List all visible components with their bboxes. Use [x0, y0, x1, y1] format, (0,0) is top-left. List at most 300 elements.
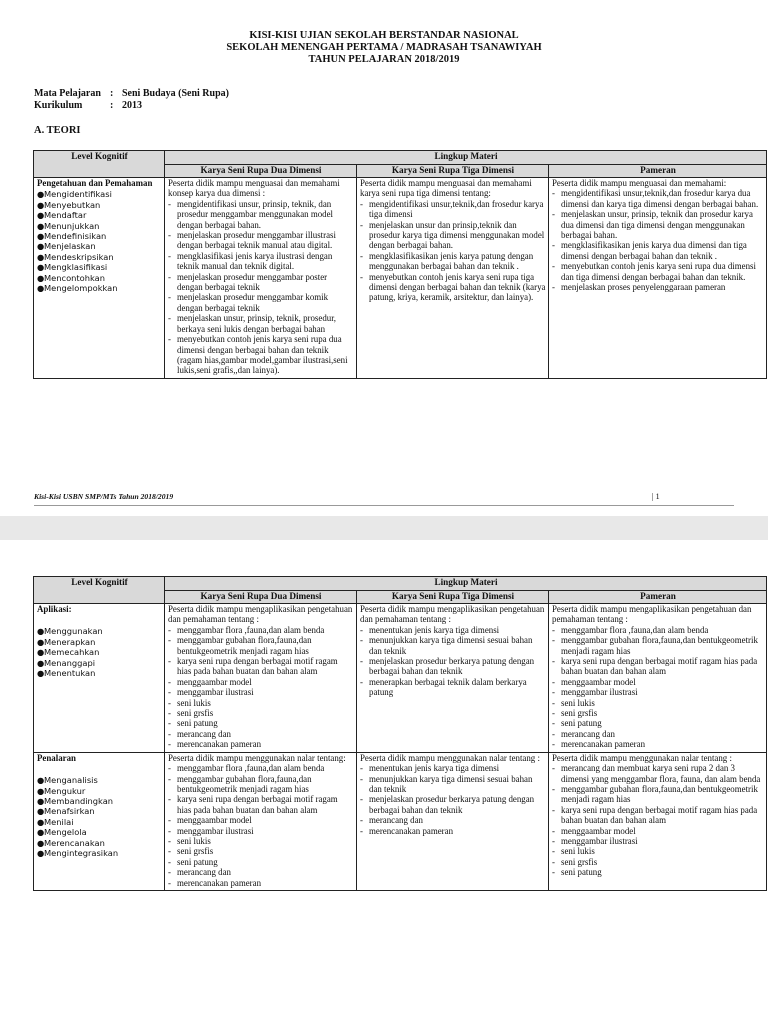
list-item	[168, 251, 354, 272]
list-item	[168, 708, 354, 718]
cell-intro: Peserta didik mampu mengaplikasikan pengetahuan dan pemahaman tentang :	[168, 604, 353, 625]
dash-marker: -	[552, 687, 555, 698]
dash-marker: -	[168, 624, 171, 635]
list-item-text: seni lukis	[177, 697, 211, 708]
level-item	[37, 668, 162, 678]
meta-curriculum	[34, 100, 229, 112]
dash-marker: -	[360, 763, 363, 774]
list-item	[360, 826, 546, 836]
dash-marker: -	[552, 209, 555, 220]
dash-marker: -	[360, 656, 363, 667]
meta-curriculum-value: 2013	[122, 99, 142, 111]
cell-dua-dimensi	[165, 178, 357, 379]
dash-marker: -	[168, 676, 171, 687]
dash-marker: -	[552, 656, 555, 667]
list-item-text: menggambar gubahan flora,fauna,dan bentukgeometrik menjadi ragam hias	[177, 773, 312, 794]
list-item-text: menggambar flora ,fauna,dan alam benda	[177, 624, 325, 635]
level-item-label: Mengintegrasikan	[44, 847, 119, 858]
list-item-text: karya seni rupa dengan berbagai motif ragam hias pada bahan buatan dan bahan alam	[177, 794, 338, 815]
level-item	[37, 200, 162, 210]
meta-subject	[34, 88, 229, 100]
cell-pameran	[549, 752, 767, 890]
list-item-text: menggambar gubahan flora,fauna,dan bentukgeometrik menjadi ragam hias	[561, 783, 758, 805]
footer-divider	[34, 505, 734, 506]
dash-marker: -	[168, 846, 171, 857]
list-item	[168, 677, 354, 687]
list-item-text: menjelaskan proses penyelenggaraan pameran	[561, 282, 726, 293]
dash-marker: -	[552, 763, 555, 774]
list-item-text: menggambar flora ,fauna,dan alam benda	[177, 763, 325, 774]
list-item	[552, 209, 764, 240]
level-item	[37, 252, 162, 262]
list-item	[552, 739, 764, 749]
dash-marker: -	[552, 188, 555, 199]
list-item	[360, 199, 546, 220]
level-item-label: Merencanakan	[44, 837, 105, 848]
cell-dua-dimensi	[165, 604, 357, 753]
dash-marker: -	[168, 250, 171, 261]
dash-marker: -	[168, 794, 171, 805]
document-page-2	[0, 540, 768, 1024]
level-item-label: Mengelompokkan	[44, 283, 118, 294]
list-item-text: menggambar gubahan flora,fauna,dan bentukgeometrik menjadi ragam hias	[177, 635, 312, 656]
list-item-text: merancang dan	[177, 867, 231, 878]
list-item-text: seni grsfis	[561, 856, 598, 867]
cell-intro: Peserta didik mampu menggunakan nalar tentang:	[168, 752, 346, 763]
list-item	[552, 635, 764, 656]
list-item-text: menjelaskan unsur dan prinsip,teknik dan prosedur karya tiga dimensi menggunakan model dengan berbagai bahan.	[369, 219, 545, 251]
list-item-text: menunjukkan karya tiga dimensi sesuai bahan dan teknik	[369, 635, 533, 656]
header-tiga-dimensi: Karya Seni Rupa Tiga Dimensi	[357, 164, 549, 178]
dash-marker: -	[168, 825, 171, 836]
list-item	[552, 826, 764, 836]
list-item-text: menggambar ilustrasi	[561, 835, 638, 846]
dash-marker: -	[552, 867, 555, 878]
header-pameran: Pameran	[549, 590, 767, 604]
list-item-text: mengklasifikasikan jenis karya patung dengan menggunakan berbagai bahan dan teknik .	[369, 250, 534, 272]
level-list	[37, 189, 162, 293]
level-item-label: Menentukan	[44, 668, 96, 679]
level-item	[37, 817, 162, 827]
bullet-icon: ●	[37, 837, 45, 848]
list-item-text: seni grsfis	[177, 846, 214, 857]
list-item-text: menyebutkan contoh jenis karya seni rupa tiga dimensi dengan berbagai bahan dan teknik (karya patung, kriya, keramik, arsitektur, dan lainya).	[369, 271, 546, 303]
cell-pameran	[549, 178, 767, 379]
level-item	[37, 647, 162, 657]
bullet-icon: ●	[37, 220, 45, 231]
list-item-text: karya seni rupa dengan berbagai motif ragam hias pada bahan buatan dan bahan alam	[177, 656, 338, 677]
bullet-icon: ●	[37, 626, 45, 637]
dash-marker: -	[552, 635, 555, 646]
list-item	[360, 677, 546, 698]
list-item-text: menjelaskan prosedur berkarya patung dengan berbagai bahan dan teknik	[369, 794, 535, 815]
list-item	[552, 857, 764, 867]
list-item	[552, 698, 764, 708]
bullet-icon: ●	[37, 785, 45, 796]
list-item	[168, 656, 354, 677]
header-lingkup-materi: Lingkup Materi	[165, 577, 767, 591]
list-item	[168, 878, 354, 888]
dash-marker: -	[168, 313, 171, 324]
bullet-icon: ●	[37, 251, 45, 262]
dash-marker: -	[552, 261, 555, 272]
list-item	[168, 687, 354, 697]
list-item	[168, 739, 354, 749]
bullet-icon: ●	[37, 262, 45, 273]
dash-marker: -	[360, 624, 363, 635]
list-item-text: menunjukkan karya tiga dimensi sesuai bahan dan teknik	[369, 773, 533, 794]
level-item	[37, 262, 162, 272]
level-item	[37, 848, 162, 858]
list-item	[360, 763, 546, 773]
level-cell	[34, 178, 165, 379]
level-item-label: Membandingkan	[44, 795, 114, 806]
level-item-label: Menanggapi	[44, 657, 96, 668]
level-item-label: Menerapkan	[44, 636, 96, 647]
table-row	[34, 604, 767, 753]
dash-marker: -	[168, 718, 171, 729]
list-item-text: merancang dan	[561, 728, 615, 739]
list-item	[168, 718, 354, 728]
meta-colon: :	[110, 88, 114, 99]
cell-intro: Peserta didik mampu menguasai dan memahami karya seni rupa tiga dimensi tentang:	[360, 178, 532, 199]
list-item-text: menggambar ilustrasi	[177, 687, 254, 698]
level-item	[37, 786, 162, 796]
list-item	[168, 857, 354, 867]
list-item	[168, 698, 354, 708]
level-item	[37, 231, 162, 241]
table-row	[34, 178, 767, 379]
header-line-2: SEKOLAH MENENGAH PERTAMA / MADRASAH TSANAWIYAH	[226, 42, 542, 53]
bullet-icon: ●	[37, 647, 45, 658]
header-level-kognitif: Level Kognitif	[34, 151, 165, 178]
list-item	[168, 794, 354, 815]
bullet-icon: ●	[37, 210, 45, 221]
kisi-kisi-table-continued	[33, 576, 767, 891]
dash-marker: -	[360, 250, 363, 261]
list-item	[360, 815, 546, 825]
list-item	[552, 261, 764, 282]
dash-marker: -	[168, 687, 171, 698]
list-item	[168, 313, 354, 334]
list-item	[168, 774, 354, 795]
bullet-icon: ●	[37, 816, 45, 827]
bullet-icon: ●	[37, 636, 45, 647]
dash-marker: -	[360, 815, 363, 826]
list-item	[360, 625, 546, 635]
list-item-text: karya seni rupa dengan berbagai motif ragam hias pada bahan buatan dan bahan alam	[561, 804, 758, 826]
dash-marker: -	[168, 815, 171, 826]
level-cell	[34, 604, 165, 753]
list-item-text: menerapkan berbagai teknik dalam berkarya patung	[369, 676, 527, 698]
level-item-label: Mendefinisikan	[44, 231, 107, 242]
list-item-text: menggambar ilustrasi	[561, 687, 638, 698]
page-footer: Kisi-Kisi USBN SMP/MTs Tahun 2018/2019	[34, 492, 174, 501]
level-item-label: Menganalisis	[44, 775, 98, 786]
list-item	[552, 677, 764, 687]
list-item-text: seni patung	[177, 718, 218, 729]
list-item	[552, 729, 764, 739]
cell-intro: Peserta didik mampu menggunakan nalar tentang :	[360, 752, 540, 763]
list-item	[168, 846, 354, 856]
list-item-text: merancang dan membuat karya seni rupa 2 dan 3 dimensi yang menggambar flora, fauna, dan alam benda	[561, 763, 761, 784]
bullet-icon: ●	[37, 795, 45, 806]
dash-marker: -	[168, 334, 171, 345]
level-item-label: Mendeskripsikan	[44, 251, 114, 262]
list-item	[168, 625, 354, 635]
dash-marker: -	[360, 198, 363, 209]
bullet-icon: ●	[37, 241, 45, 252]
list-item-text: menjelaskan unsur, prinsip, teknik, prosedur, berkaya seni lukis dengan berbagai bahan	[177, 313, 337, 334]
dash-marker: -	[552, 728, 555, 739]
list-item	[168, 836, 354, 846]
bullet-icon: ●	[37, 272, 45, 283]
header-line-1: KISI-KISI UJIAN SEKOLAH BERSTANDAR NASIONAL	[249, 30, 519, 41]
cell-intro: Peserta didik mampu mengaplikasikan pengetahuan dan pemahaman tentang :	[552, 604, 752, 625]
bullet-icon: ●	[37, 231, 45, 242]
level-item-label: Mencontohkan	[44, 272, 106, 283]
level-category: Pengetahuan dan Pemahaman	[37, 178, 153, 188]
list-item	[360, 656, 546, 677]
cell-intro: Peserta didik mampu mengaplikasikan pengetahuan dan pemahaman tentang :	[360, 604, 545, 625]
list-item-text: menyebutkan contoh jenis karya seni rupa dua dimensi dengan berbagai bahan dan teknik (ragam hias,gambar model,gambar ilustrasi,seni lukis,seni grafis,,dan lainya).	[177, 334, 348, 376]
level-item-label: Menggunakan	[44, 626, 103, 637]
level-item-label: Mendaftar	[44, 210, 87, 221]
list-item	[168, 334, 354, 376]
list-item-text: merencanakan pameran	[177, 739, 262, 750]
dash-marker: -	[168, 230, 171, 241]
list-item	[552, 708, 764, 718]
bullet-icon: ●	[37, 657, 45, 668]
list-item	[168, 763, 354, 773]
list-item-text: menyebutkan contoh jenis karya seni rupa dua dimensi dan tiga dimensi dengan berbagai bahan dan teknik.	[561, 261, 756, 282]
list-item	[360, 272, 546, 303]
list-item-text: menjelaskan prosedur menggambar illustrasi dengan berbagai teknik manual atau digital.	[177, 230, 336, 251]
cell-tiga-dimensi	[357, 178, 549, 379]
dash-marker: -	[168, 708, 171, 719]
document-header	[0, 30, 768, 66]
list-item-text: menggambar ilustrasi	[177, 825, 254, 836]
dash-marker: -	[360, 271, 363, 282]
list-item-text: merancang dan	[177, 728, 231, 739]
list-item-text: mengidentifikasi unsur, prinsip, teknik, dan prosedur menggambar menggunakan model dengan berbagai bahan.	[177, 198, 334, 230]
list-item-text: merancang dan	[369, 815, 423, 826]
list-item-text: seni lukis	[561, 846, 595, 857]
level-item-label: Menafsirkan	[44, 806, 95, 817]
dash-marker: -	[360, 635, 363, 646]
cell-tiga-dimensi	[357, 752, 549, 890]
dash-marker: -	[360, 219, 363, 230]
list-item	[552, 687, 764, 697]
list-item-text: merencanakan pameran	[369, 825, 454, 836]
page-number: | 1	[652, 492, 660, 501]
list-item	[552, 784, 764, 805]
list-item-text: mengklasifikasikan jenis karya dua dimensi dan tiga dimensi dengan berbagai bahan dan teknik .	[561, 240, 747, 261]
dash-marker: -	[168, 877, 171, 888]
cell-intro: Peserta didik mampu menguasai dan memahami konsep karya dua dimensi :	[168, 178, 340, 199]
list-item	[552, 836, 764, 846]
dash-marker: -	[552, 676, 555, 687]
meta-subject-value: Seni Budaya (Seni Rupa)	[122, 88, 229, 99]
list-item-text: menggambar flora ,fauna,dan alam benda	[561, 624, 709, 635]
cell-intro: Peserta didik mampu menguasai dan memahami:	[552, 178, 727, 188]
dash-marker: -	[168, 856, 171, 867]
list-item-text: mengidentifikasi unsur,teknik,dan frosedur karya tiga dimensi	[369, 198, 544, 220]
dash-marker: -	[552, 240, 555, 251]
dash-marker: -	[552, 825, 555, 836]
list-item	[360, 635, 546, 656]
level-item	[37, 806, 162, 816]
list-item	[168, 815, 354, 825]
list-item-text: menjelaskan prosedur menggambar poster dengan berbagai teknik	[177, 271, 328, 293]
list-item-text: seni grsfis	[561, 708, 598, 719]
level-item-label: Mengklasifikasi	[44, 262, 108, 273]
level-item-label: Mengukur	[44, 785, 86, 796]
bullet-icon: ●	[37, 283, 45, 294]
list-item-text: menggaambar model	[177, 815, 252, 826]
cell-pameran	[549, 604, 767, 753]
list-item-text: seni lukis	[177, 835, 211, 846]
list-item-text: menggaambar model	[561, 676, 636, 687]
list-item	[168, 635, 354, 656]
list-item-text: seni patung	[177, 856, 218, 867]
header-dua-dimensi: Karya Seni Rupa Dua Dimensi	[165, 590, 357, 604]
list-item	[168, 729, 354, 739]
cell-intro: Peserta didik mampu menggunakan nalar tentang :	[552, 752, 732, 763]
list-item-text: merencanakan pameran	[561, 739, 646, 750]
list-item	[168, 230, 354, 251]
list-item-text: menjelaskan unsur, prinsip, teknik dan prosedur karya dua dimensi dan tiga dimensi dengan menggunakan berbagai bahan.	[561, 209, 753, 241]
level-item	[37, 775, 162, 785]
level-item-label: Menunjukkan	[44, 220, 100, 231]
level-item	[37, 838, 162, 848]
list-item	[360, 251, 546, 272]
list-item	[168, 292, 354, 313]
level-item	[37, 637, 162, 647]
dash-marker: -	[552, 624, 555, 635]
dash-marker: -	[168, 867, 171, 878]
level-item	[37, 210, 162, 220]
bullet-icon: ●	[37, 847, 45, 858]
list-item-text: mengklasifikasi jenis karya ilustrasi dengan teknik manual dan teknik digital.	[177, 250, 333, 272]
dash-marker: -	[168, 271, 171, 282]
meta-subject-label: Mata Pelajaran	[34, 88, 101, 99]
list-item-text: menggaambar model	[177, 676, 252, 687]
table-row	[34, 752, 767, 890]
bullet-icon: ●	[37, 189, 45, 200]
header-tiga-dimensi: Karya Seni Rupa Tiga Dimensi	[357, 590, 549, 604]
document-meta	[34, 88, 229, 111]
header-pameran: Pameran	[549, 164, 767, 178]
bullet-icon: ●	[37, 668, 45, 679]
list-item	[552, 718, 764, 728]
section-title: A. TEORI	[34, 125, 81, 136]
dash-marker: -	[360, 825, 363, 836]
header-dua-dimensi: Karya Seni Rupa Dua Dimensi	[165, 164, 357, 178]
level-item	[37, 221, 162, 231]
dash-marker: -	[552, 783, 555, 794]
level-item	[37, 189, 162, 199]
level-item	[37, 273, 162, 283]
header-level-kognitif: Level Kognitif	[34, 577, 165, 604]
list-item-text: seni patung	[561, 867, 602, 878]
level-item-label: Menyebutkan	[44, 199, 101, 210]
dash-marker: -	[168, 739, 171, 750]
list-item	[360, 220, 546, 251]
dash-marker: -	[168, 198, 171, 209]
level-item	[37, 626, 162, 636]
list-item	[552, 188, 764, 209]
dash-marker: -	[552, 697, 555, 708]
bullet-icon: ●	[37, 806, 45, 817]
dash-marker: -	[168, 292, 171, 303]
bullet-icon: ●	[37, 827, 45, 838]
list-item	[168, 199, 354, 230]
header-line-3: TAHUN PELAJARAN 2018/2019	[308, 54, 460, 65]
level-list	[37, 626, 162, 678]
list-item-text: mengidentifikasi unsur,teknik,dan frosedur karya dua dimensi dan karya tiga dimensi dengan berbagai bahan.	[561, 188, 759, 209]
level-item	[37, 241, 162, 251]
dash-marker: -	[552, 739, 555, 750]
list-item-text: menjelaskan prosedur berkarya patung dengan berbagai bahan dan teknik	[369, 656, 535, 677]
list-item	[552, 625, 764, 635]
list-item	[552, 240, 764, 261]
list-item-text: seni patung	[561, 718, 602, 729]
dash-marker: -	[552, 718, 555, 729]
dash-marker: -	[168, 835, 171, 846]
list-item	[552, 656, 764, 677]
level-item	[37, 658, 162, 668]
list-item-text: seni grsfis	[177, 708, 214, 719]
level-item-label: Menilai	[44, 816, 74, 827]
level-category: Aplikasi:	[37, 604, 72, 614]
dash-marker: -	[552, 708, 555, 719]
list-item-text: seni lukis	[561, 697, 595, 708]
list-item	[168, 826, 354, 836]
level-cell	[34, 752, 165, 890]
bullet-icon: ●	[37, 775, 45, 786]
level-item-label: Menjelaskan	[44, 241, 96, 252]
list-item-text: menggambar gubahan flora,fauna,dan bentukgeometrik menjadi ragam hias	[561, 635, 758, 656]
dash-marker: -	[168, 635, 171, 646]
list-item	[552, 282, 764, 292]
dash-marker: -	[552, 804, 555, 815]
list-item	[552, 867, 764, 877]
level-category: Penalaran	[37, 752, 76, 763]
list-item-text: menggaambar model	[561, 825, 636, 836]
level-item	[37, 827, 162, 837]
dash-marker: -	[360, 794, 363, 805]
list-item	[168, 272, 354, 293]
list-item	[552, 805, 764, 826]
dash-marker: -	[168, 728, 171, 739]
level-list	[37, 775, 162, 858]
dash-marker: -	[168, 656, 171, 667]
dash-marker: -	[360, 773, 363, 784]
meta-curriculum-label: Kurikulum	[34, 99, 83, 111]
kisi-kisi-table	[33, 150, 767, 379]
bullet-icon: ●	[37, 199, 45, 210]
list-item-text: merencanakan pameran	[177, 877, 262, 888]
list-item-text: karya seni rupa dengan berbagai motif ragam hias pada bahan buatan dan bahan alam	[561, 656, 758, 677]
list-item	[360, 774, 546, 795]
list-item-text: menentukan jenis karya tiga dimensi	[369, 624, 500, 635]
dash-marker: -	[168, 763, 171, 774]
dash-marker: -	[552, 835, 555, 846]
cell-tiga-dimensi	[357, 604, 549, 753]
list-item	[360, 794, 546, 815]
level-item-label: Mengidentifikasi	[44, 189, 112, 200]
